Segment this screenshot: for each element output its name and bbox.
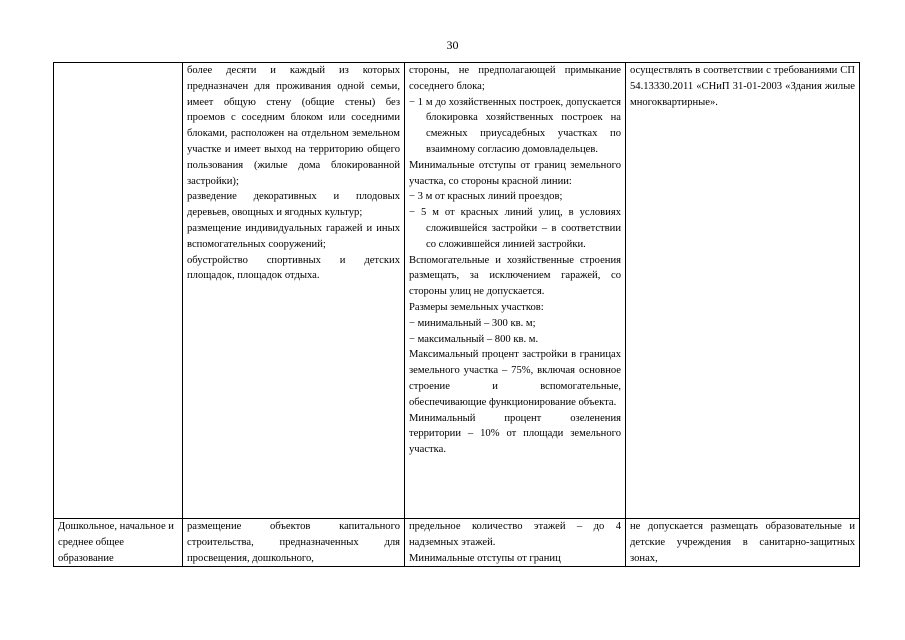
- dash-list-item: − 3 м от красных линий проездов;: [409, 191, 563, 203]
- table-row: [54, 519, 860, 567]
- page-number: 30: [446, 38, 459, 52]
- paragraph: размещение объектов капитального строительства, предназначенных для просвещения, дошкольного,: [187, 521, 400, 564]
- dash-list-item: − минимальный – 300 кв. м;: [409, 317, 536, 329]
- parameters-cell: [405, 63, 626, 519]
- paragraph: размещение индивидуальных гаражей и иных вспомогательных сооружений;: [187, 222, 400, 250]
- paragraph: более десяти и каждый из которых предназначен для проживания одной семьи, имеет общую стену (общие стены) без проемов с соседним блоком или соседними блоками, расположен на отдельном земельном участке и имеет выход на территорию общего пользования (жилые дома блокированной застройки);: [187, 65, 400, 187]
- paragraph: Дошкольное, начальное и среднее общее образование: [58, 521, 174, 564]
- restrictions-cell: [626, 519, 860, 567]
- regulations-table: [53, 62, 860, 567]
- use-type-cell: [54, 63, 183, 519]
- paragraph: Вспомогательные и хозяйственные строения размещать, за исключением гаражей, со стороны улиц не допускается.: [409, 254, 621, 298]
- paragraph: обустройство спортивных и детских площадок, площадок отдыха.: [187, 254, 400, 282]
- use-type-cell: [54, 519, 183, 567]
- paragraph: Минимальный процент озеленения территории – 10% от площади земельного участка.: [409, 412, 621, 456]
- table-row: [54, 63, 860, 519]
- paragraph: Максимальный процент застройки в границах земельного участка – 75%, включая основное строение и вспомогательные, обеспечивающие функционирование объекта.: [409, 349, 621, 408]
- paragraph: разведение декоративных и плодовых деревьев, овощных и ягодных культур;: [187, 191, 400, 219]
- paragraph: стороны, не предполагающей примыкание соседнего блока;: [409, 65, 621, 92]
- use-description-cell: [183, 519, 405, 567]
- dash-list-item: − 5 м от красных линий улиц, в условиях сложившейся застройки – в соответствии со сложившейся линией застройки.: [409, 207, 621, 250]
- dash-list-item: − максимальный – 800 кв. м.: [409, 333, 539, 345]
- use-description-cell: [183, 63, 405, 519]
- dash-list-item: − 1 м до хозяйственных построек, допускается блокировка хозяйственных построек на смежных приусадебных участках по взаимному согласию домовладельцев.: [409, 96, 621, 155]
- paragraph: Минимальные отступы от границ: [409, 552, 561, 564]
- restrictions-cell: [626, 63, 860, 519]
- paragraph: Размеры земельных участков:: [409, 301, 544, 313]
- paragraph: Минимальные отступы от границ земельного участка, со стороны красной линии:: [409, 159, 621, 187]
- parameters-cell: [405, 519, 626, 567]
- paragraph: не допускается размещать образовательные и детские учреждения в санитарно-защитных зонах,: [630, 521, 855, 564]
- paragraph: предельное количество этажей – до 4 надземных этажей.: [409, 521, 621, 548]
- paragraph: осуществлять в соответствии с требованиями СП 54.13330.2011 «СНиП 31-01-2003 «Здания жилые многоквартирные».: [630, 65, 855, 108]
